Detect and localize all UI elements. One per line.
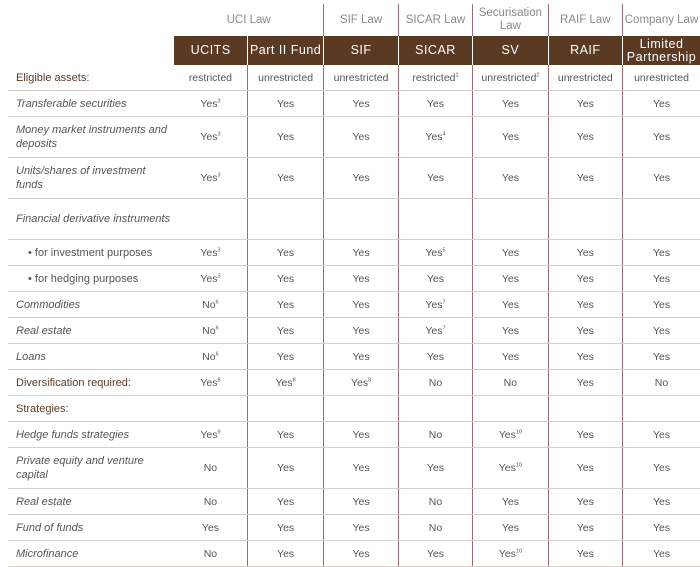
cell-value: Yes bbox=[277, 495, 295, 508]
cell-value: Yes bbox=[576, 376, 594, 389]
cell-value: Yes bbox=[576, 131, 594, 143]
table-row bbox=[8, 489, 700, 515]
cell-value: unrestricted bbox=[557, 71, 613, 84]
table-row bbox=[8, 515, 700, 541]
table-cell bbox=[473, 515, 548, 541]
footnote-marker: 1 bbox=[455, 72, 459, 78]
table-row bbox=[8, 292, 700, 318]
table-cell bbox=[174, 91, 247, 117]
row-label: Commodities bbox=[8, 292, 174, 318]
footnote-marker: 7 bbox=[442, 325, 446, 331]
cell-value: No bbox=[654, 376, 669, 389]
table-cell bbox=[324, 158, 398, 199]
table-row bbox=[8, 199, 700, 240]
row-label: Financial derivative instruments bbox=[8, 199, 174, 240]
table-cell bbox=[473, 158, 548, 199]
cell-value: Yes bbox=[501, 172, 519, 184]
row-label: • for investment purposes bbox=[8, 240, 174, 266]
table-cell bbox=[247, 158, 323, 199]
cell-value: Yes bbox=[576, 324, 594, 337]
cell-value: Yes bbox=[277, 521, 295, 534]
cell-value: Yes bbox=[200, 428, 218, 441]
cell-value: Yes bbox=[352, 462, 370, 474]
law-header-sif: SIF Law bbox=[324, 4, 398, 36]
cell-value: Yes bbox=[652, 428, 671, 441]
footnote-marker: 6 bbox=[215, 351, 219, 357]
table-row bbox=[8, 448, 700, 489]
vehicle-header-sif: SIF bbox=[324, 36, 398, 65]
table-row bbox=[8, 117, 700, 158]
footnote-marker: 6 bbox=[215, 299, 219, 305]
table-cell bbox=[623, 318, 700, 344]
table-cell bbox=[623, 422, 700, 448]
cell-value: Yes bbox=[501, 246, 519, 259]
law-header-sicar: SICAR Law bbox=[398, 4, 472, 36]
table-cell bbox=[548, 318, 622, 344]
table-cell bbox=[398, 318, 472, 344]
table-cell bbox=[247, 489, 323, 515]
table-row bbox=[8, 318, 700, 344]
table-cell bbox=[623, 344, 700, 370]
table-cell bbox=[398, 489, 472, 515]
table-cell bbox=[623, 199, 700, 240]
cell-value: Yes bbox=[426, 350, 445, 363]
table-row bbox=[8, 91, 700, 117]
table-cell bbox=[174, 65, 247, 91]
table-cell bbox=[247, 515, 323, 541]
table-cell bbox=[398, 65, 472, 91]
cell-value: No bbox=[503, 376, 518, 389]
table-cell bbox=[548, 199, 622, 240]
cell-value: Yes bbox=[501, 521, 519, 534]
table-row bbox=[8, 266, 700, 292]
table-cell bbox=[548, 292, 622, 318]
vehicle-header-sicar: SICAR bbox=[398, 36, 472, 65]
cell-value: Yes bbox=[352, 324, 370, 337]
cell-value: Yes bbox=[352, 246, 370, 259]
cell-value: Yes bbox=[350, 376, 369, 389]
table-cell bbox=[548, 240, 622, 266]
row-label: Diversification required: bbox=[8, 370, 174, 396]
row-label: • for hedging purposes bbox=[8, 266, 174, 292]
footnote-marker: 10 bbox=[515, 548, 523, 554]
cell-value: Yes bbox=[501, 495, 519, 508]
cell-value: Yes bbox=[576, 97, 594, 110]
fund-vehicle-comparison-table bbox=[8, 4, 700, 567]
cell-value: restricted bbox=[412, 71, 456, 84]
table-cell bbox=[473, 199, 548, 240]
row-label: Transferable securities bbox=[8, 91, 174, 117]
table-cell bbox=[548, 65, 622, 91]
row-label: Microfinance bbox=[8, 541, 174, 567]
cell-value: Yes bbox=[498, 462, 516, 474]
table-cell bbox=[398, 158, 472, 199]
table-cell bbox=[324, 396, 398, 422]
footnote-marker: 3 bbox=[217, 172, 221, 179]
table-cell bbox=[398, 515, 472, 541]
footnote-marker: 3 bbox=[217, 273, 221, 279]
table-cell bbox=[174, 199, 247, 240]
cell-value: No bbox=[428, 521, 443, 534]
table-cell bbox=[623, 448, 700, 489]
corner-cell bbox=[8, 4, 174, 36]
cell-value: unrestricted bbox=[333, 71, 389, 84]
table-cell bbox=[398, 448, 472, 489]
table-cell bbox=[623, 65, 700, 91]
cell-value: Yes bbox=[652, 246, 671, 259]
table-cell bbox=[174, 396, 247, 422]
table-cell bbox=[324, 318, 398, 344]
cell-value: Yes bbox=[200, 376, 218, 389]
cell-value: Yes bbox=[498, 428, 516, 441]
row-label: Eligible assets: bbox=[8, 65, 174, 91]
table-cell bbox=[174, 448, 247, 489]
row-label: Money market instruments and deposits bbox=[8, 117, 174, 158]
cell-value: Yes bbox=[201, 521, 219, 534]
cell-value: Yes bbox=[277, 272, 295, 285]
cell-value: No bbox=[202, 324, 216, 337]
table-cell bbox=[398, 199, 472, 240]
row-label: Loans bbox=[8, 344, 174, 370]
table-cell bbox=[174, 318, 247, 344]
cell-value: Yes bbox=[501, 298, 519, 311]
table-cell bbox=[324, 489, 398, 515]
table-cell bbox=[623, 240, 700, 266]
table-cell bbox=[398, 344, 472, 370]
table-cell bbox=[398, 91, 472, 117]
footnote-marker: 4 bbox=[442, 131, 446, 138]
law-header-securisation: Securisation Law bbox=[473, 4, 548, 36]
table-cell bbox=[324, 117, 398, 158]
table-cell bbox=[473, 318, 548, 344]
cell-value: Yes bbox=[200, 97, 218, 110]
table-cell bbox=[324, 240, 398, 266]
cell-value: Yes bbox=[352, 495, 370, 508]
cell-value: Yes bbox=[200, 131, 218, 143]
cell-value: Yes bbox=[498, 547, 516, 560]
cell-value: Yes bbox=[501, 324, 519, 337]
cell-value: No bbox=[203, 547, 218, 560]
table-cell bbox=[247, 240, 323, 266]
table-cell bbox=[174, 370, 247, 396]
table-row bbox=[8, 422, 700, 448]
table-cell bbox=[623, 515, 700, 541]
cell-value: restricted bbox=[188, 71, 232, 84]
table-cell bbox=[548, 448, 622, 489]
row-label: Strategies: bbox=[8, 396, 174, 422]
cell-value: Yes bbox=[652, 298, 671, 311]
table-cell bbox=[473, 292, 548, 318]
table-cell bbox=[324, 370, 398, 396]
table-cell bbox=[324, 199, 398, 240]
cell-value: Yes bbox=[425, 246, 443, 259]
table-cell bbox=[324, 422, 398, 448]
table-cell bbox=[174, 422, 247, 448]
cell-value: Yes bbox=[425, 324, 443, 337]
table-cell bbox=[247, 448, 323, 489]
cell-value: Yes bbox=[426, 97, 445, 110]
table-row bbox=[8, 65, 700, 91]
table-cell bbox=[398, 240, 472, 266]
cell-value: Yes bbox=[352, 521, 370, 534]
cell-value: Yes bbox=[576, 521, 594, 534]
cell-value: Yes bbox=[576, 272, 594, 285]
cell-value: unrestricted bbox=[481, 71, 537, 84]
table-cell bbox=[324, 292, 398, 318]
vehicle-header-row bbox=[8, 36, 700, 65]
cell-value: Yes bbox=[426, 272, 445, 285]
vehicle-header-sv: SV bbox=[473, 36, 548, 65]
cell-value: Yes bbox=[426, 462, 445, 474]
table-cell bbox=[623, 370, 700, 396]
cell-value: Yes bbox=[352, 547, 370, 560]
table-cell bbox=[247, 292, 323, 318]
cell-value: Yes bbox=[277, 350, 295, 363]
cell-value: Yes bbox=[352, 272, 370, 285]
cell-value: Yes bbox=[352, 298, 370, 311]
cell-value: Yes bbox=[277, 324, 295, 337]
cell-value: Yes bbox=[200, 172, 218, 184]
cell-value: Yes bbox=[501, 272, 519, 285]
table-cell bbox=[548, 396, 622, 422]
table-cell bbox=[548, 344, 622, 370]
row-label: Fund of funds bbox=[8, 515, 174, 541]
cell-value: Yes bbox=[501, 131, 519, 143]
table-cell bbox=[473, 396, 548, 422]
cell-value: Yes bbox=[576, 298, 594, 311]
cell-value: Yes bbox=[275, 376, 293, 389]
row-label: Hedge funds strategies bbox=[8, 422, 174, 448]
cell-value: Yes bbox=[277, 131, 295, 143]
law-header-row bbox=[8, 4, 700, 36]
table-cell bbox=[623, 292, 700, 318]
table-cell bbox=[398, 266, 472, 292]
table-cell bbox=[548, 489, 622, 515]
cell-value: Yes bbox=[501, 97, 519, 110]
table-row bbox=[8, 344, 700, 370]
table-cell bbox=[473, 370, 548, 396]
cell-value: No bbox=[428, 428, 443, 441]
footnote-marker: 10 bbox=[515, 429, 523, 435]
cell-value: Yes bbox=[352, 172, 370, 184]
cell-value: Yes bbox=[277, 298, 295, 311]
cell-value: Yes bbox=[200, 246, 218, 259]
table-row bbox=[8, 158, 700, 199]
table-cell bbox=[473, 489, 548, 515]
table-cell bbox=[548, 515, 622, 541]
table-cell bbox=[473, 65, 548, 91]
table-cell bbox=[174, 240, 247, 266]
cell-value: Yes bbox=[652, 495, 671, 508]
cell-value: Yes bbox=[576, 428, 594, 441]
table-cell bbox=[398, 396, 472, 422]
law-header-raif: RAIF Law bbox=[548, 4, 622, 36]
cell-value: Yes bbox=[652, 172, 671, 184]
cell-value: Yes bbox=[652, 97, 671, 110]
row-label: Real estate bbox=[8, 318, 174, 344]
cell-value: Yes bbox=[352, 428, 370, 441]
table-cell bbox=[324, 65, 398, 91]
table-cell bbox=[247, 117, 323, 158]
table-cell bbox=[174, 515, 247, 541]
table-cell bbox=[174, 489, 247, 515]
table-row bbox=[8, 240, 700, 266]
footnote-marker: 7 bbox=[442, 299, 446, 305]
table-cell bbox=[398, 370, 472, 396]
cell-value: Yes bbox=[352, 350, 370, 363]
table-cell bbox=[548, 266, 622, 292]
cell-value: Yes bbox=[652, 462, 671, 474]
footnote-marker: 8 bbox=[368, 377, 372, 383]
table-cell bbox=[473, 344, 548, 370]
cell-value: Yes bbox=[426, 172, 445, 184]
table-cell bbox=[247, 199, 323, 240]
cell-value: Yes bbox=[277, 547, 295, 560]
table-cell bbox=[174, 292, 247, 318]
vehicle-header-limited-partnership: Limited Partnership bbox=[623, 36, 700, 65]
law-header-uci: UCI Law bbox=[226, 13, 271, 26]
table-cell bbox=[548, 158, 622, 199]
table-cell bbox=[548, 91, 622, 117]
table-cell bbox=[324, 515, 398, 541]
table-cell bbox=[548, 117, 622, 158]
footnote-marker: 6 bbox=[215, 325, 219, 331]
footnote-marker: 5 bbox=[442, 247, 446, 253]
corner-cell bbox=[8, 36, 174, 65]
cell-value: Yes bbox=[200, 272, 218, 285]
cell-value: unrestricted bbox=[634, 71, 689, 84]
table-cell bbox=[247, 396, 323, 422]
cell-value: Yes bbox=[352, 97, 370, 110]
table-row bbox=[8, 396, 700, 422]
table-cell bbox=[623, 266, 700, 292]
vehicle-header-ucits: UCITS bbox=[174, 36, 247, 65]
cell-value: Yes bbox=[277, 172, 295, 184]
footnote-marker: 3 bbox=[217, 98, 221, 104]
cell-value: Yes bbox=[277, 97, 295, 110]
table-cell bbox=[174, 158, 247, 199]
table-cell bbox=[398, 292, 472, 318]
table-cell bbox=[473, 448, 548, 489]
law-header-company: Company Law bbox=[623, 4, 700, 36]
cell-value: Yes bbox=[277, 428, 295, 441]
cell-value: No bbox=[203, 495, 218, 508]
footnote-marker: 3 bbox=[217, 131, 221, 138]
table-cell bbox=[473, 240, 548, 266]
cell-value: No bbox=[428, 376, 443, 389]
table-cell bbox=[324, 344, 398, 370]
footnote-marker: 2 bbox=[536, 72, 540, 78]
cell-value: Yes bbox=[425, 131, 443, 143]
cell-value: Yes bbox=[652, 350, 671, 363]
table-cell bbox=[174, 117, 247, 158]
cell-value: Yes bbox=[576, 172, 594, 184]
table-cell bbox=[324, 266, 398, 292]
cell-value: No bbox=[202, 350, 216, 363]
table-cell bbox=[398, 117, 472, 158]
cell-value: No bbox=[203, 462, 218, 474]
footnote-marker: 3 bbox=[217, 247, 221, 253]
table-cell bbox=[247, 91, 323, 117]
cell-value: Yes bbox=[425, 298, 443, 311]
table-cell bbox=[174, 266, 247, 292]
table-cell bbox=[247, 65, 323, 91]
cell-value: No bbox=[428, 495, 443, 508]
table-cell bbox=[324, 448, 398, 489]
footnote-marker: 9 bbox=[217, 429, 221, 435]
table-cell bbox=[473, 91, 548, 117]
cell-value: Yes bbox=[576, 350, 594, 363]
cell-value: Yes bbox=[277, 462, 295, 474]
table-cell bbox=[473, 422, 548, 448]
row-label: Units/shares of investment funds bbox=[8, 158, 174, 199]
table-cell bbox=[548, 422, 622, 448]
table-cell bbox=[247, 266, 323, 292]
cell-value: Yes bbox=[576, 495, 594, 508]
table-cell bbox=[623, 158, 700, 199]
cell-value: Yes bbox=[576, 246, 594, 259]
cell-value: unrestricted bbox=[258, 71, 314, 84]
table-cell bbox=[473, 266, 548, 292]
cell-value: Yes bbox=[652, 272, 671, 285]
cell-value: Yes bbox=[352, 131, 370, 143]
footnote-marker: 10 bbox=[515, 462, 523, 469]
vehicle-header-part-ii-fund: Part II Fund bbox=[247, 36, 323, 65]
table-body bbox=[8, 65, 700, 567]
table-cell bbox=[623, 396, 700, 422]
cell-value: Yes bbox=[426, 547, 445, 560]
table-cell bbox=[548, 370, 622, 396]
cell-value: Yes bbox=[576, 547, 594, 560]
table-row bbox=[8, 370, 700, 396]
table-cell bbox=[623, 117, 700, 158]
table-cell bbox=[247, 344, 323, 370]
cell-value: Yes bbox=[652, 324, 671, 337]
table-cell bbox=[247, 422, 323, 448]
cell-value: Yes bbox=[501, 350, 519, 363]
footnote-marker: 8 bbox=[292, 377, 296, 383]
table-cell bbox=[473, 117, 548, 158]
table-cell bbox=[398, 422, 472, 448]
row-label: Real estate bbox=[8, 489, 174, 515]
table-cell bbox=[623, 489, 700, 515]
cell-value: Yes bbox=[652, 521, 671, 534]
cell-value: Yes bbox=[277, 246, 295, 259]
table-cell bbox=[247, 318, 323, 344]
table-cell bbox=[247, 370, 323, 396]
cell-value: Yes bbox=[652, 547, 671, 560]
cell-value: Yes bbox=[652, 131, 671, 143]
table-cell bbox=[174, 344, 247, 370]
vehicle-header-raif: RAIF bbox=[548, 36, 622, 65]
table-cell bbox=[324, 91, 398, 117]
footnote-marker: 8 bbox=[217, 377, 221, 383]
cell-value: No bbox=[202, 298, 216, 311]
cell-value: Yes bbox=[576, 462, 594, 474]
row-label: Private equity and venture capital bbox=[8, 448, 174, 489]
table-cell bbox=[623, 91, 700, 117]
